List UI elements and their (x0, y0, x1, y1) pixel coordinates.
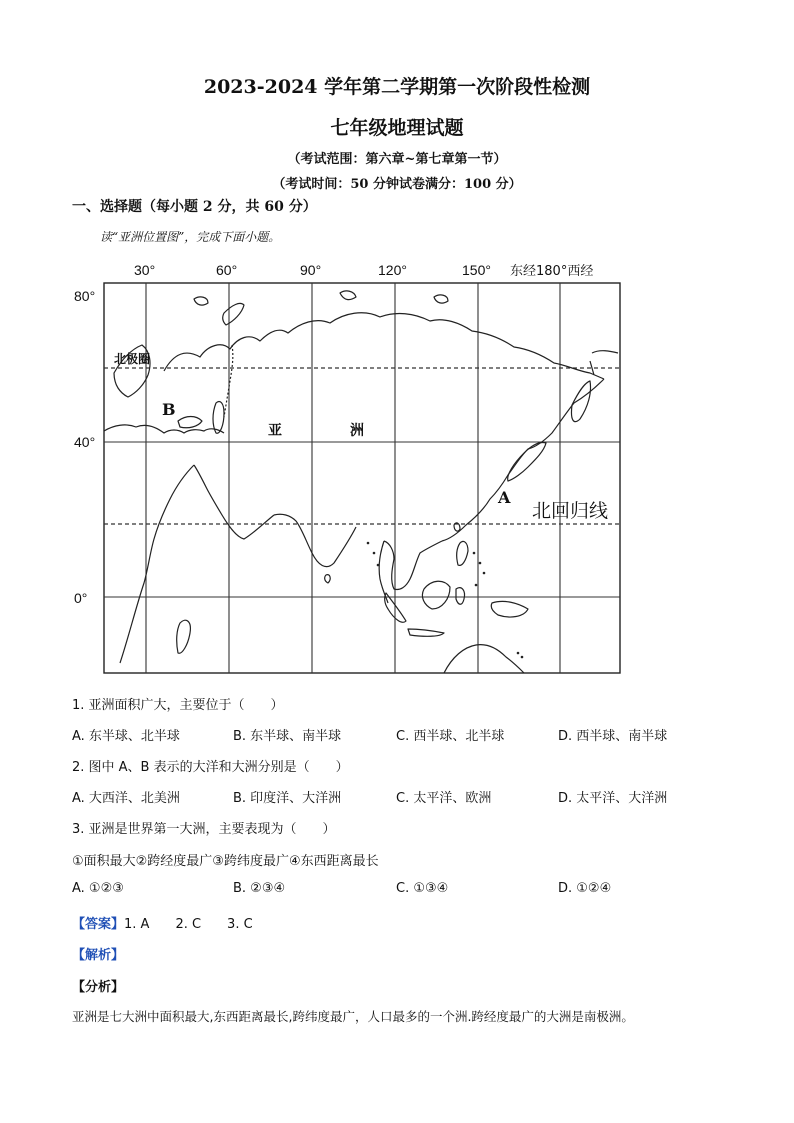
asia-location-map (74, 253, 624, 677)
q3-option-b[interactable]: B. ②③④ (233, 881, 286, 896)
exam-scope: （考试范围：第六章~第七章第一节） (287, 152, 507, 167)
ocean-label-b: B (162, 400, 176, 419)
question-3-statements: ①面积最大②跨经度最广③跨纬度最广④东西距离最长 (72, 854, 379, 869)
q3-option-c[interactable]: C. ①③④ (396, 881, 449, 896)
lat-label-80: 80° (74, 288, 96, 304)
map-frame (104, 283, 620, 673)
q1-option-a[interactable]: A. 东半球、北半球 (72, 729, 180, 744)
exam-subtitle: 七年级地理试题 (330, 117, 464, 139)
lat-label-0: 0° (74, 590, 88, 606)
analysis-text: 亚洲是七大洲中面积最大,东西距离最长,跨纬度最广，人口最多的一个洲.跨经度最广的大洲是南极洲。 (72, 1009, 634, 1024)
analysis-sub-line (72, 976, 124, 995)
lon-label-120: 120° (378, 262, 407, 278)
q1-option-b[interactable]: B. 东半球、南半球 (233, 729, 342, 744)
lon-label-90: 90° (300, 262, 322, 278)
lon-label-30: 30° (134, 262, 156, 278)
answer-text: 1. A 2. C 3. C (124, 917, 253, 932)
q2-option-c[interactable]: C. 太平洋、欧洲 (396, 791, 492, 806)
section-heading: 一、选择题（每小题 2 分，共 60 分） (72, 199, 317, 215)
exam-time: （考试时间：50 分钟试卷满分：100 分） (272, 177, 522, 192)
answer-line (72, 913, 253, 932)
analysis-tag: 【解析】 (72, 948, 125, 963)
continent-label-char-1: 亚 (268, 423, 282, 439)
question-2-stem: 2. 图中 A、B 表示的大洋和大洲分别是（ ） (72, 760, 349, 775)
q3-option-d[interactable]: D. ①②④ (558, 881, 612, 896)
question-3-stem: 3. 亚洲是世界第一大洲，主要表现为（ ） (72, 822, 336, 837)
q3-option-a[interactable]: A. ①②③ (72, 881, 124, 896)
lon-label-150: 150° (462, 262, 491, 278)
ocean-label-a: A (498, 488, 511, 507)
analysis-line (72, 944, 124, 963)
q1-option-c[interactable]: C. 西半球、北半球 (396, 729, 505, 744)
arctic-circle-label: 北极圈 (114, 352, 151, 366)
q2-option-d[interactable]: D. 太平洋、大洋洲 (558, 791, 668, 806)
exam-title: 2023-2024 学年第二学期第一次阶段性检测 (203, 76, 591, 98)
answer-tag: 【答案】 (72, 917, 125, 932)
q2-option-a[interactable]: A. 大西洋、北美洲 (72, 791, 180, 806)
lat-label-40: 40° (74, 434, 96, 450)
lon-label-180: 东经180°西经 (510, 264, 594, 279)
q1-option-d[interactable]: D. 西半球、南半球 (558, 729, 668, 744)
question-1-stem: 1. 亚洲面积广大，主要位于（ ） (72, 698, 284, 713)
continent-label-char-2: 洲 (350, 423, 364, 439)
tropic-of-cancer-label: 北回归线 (532, 500, 609, 522)
q2-option-b[interactable]: B. 印度洋、大洋洲 (233, 791, 342, 806)
analysis-sub-tag: 【分析】 (72, 980, 125, 995)
lon-label-60: 60° (216, 262, 238, 278)
section-intro: 读“亚洲位置图”，完成下面小题。 (100, 230, 281, 244)
